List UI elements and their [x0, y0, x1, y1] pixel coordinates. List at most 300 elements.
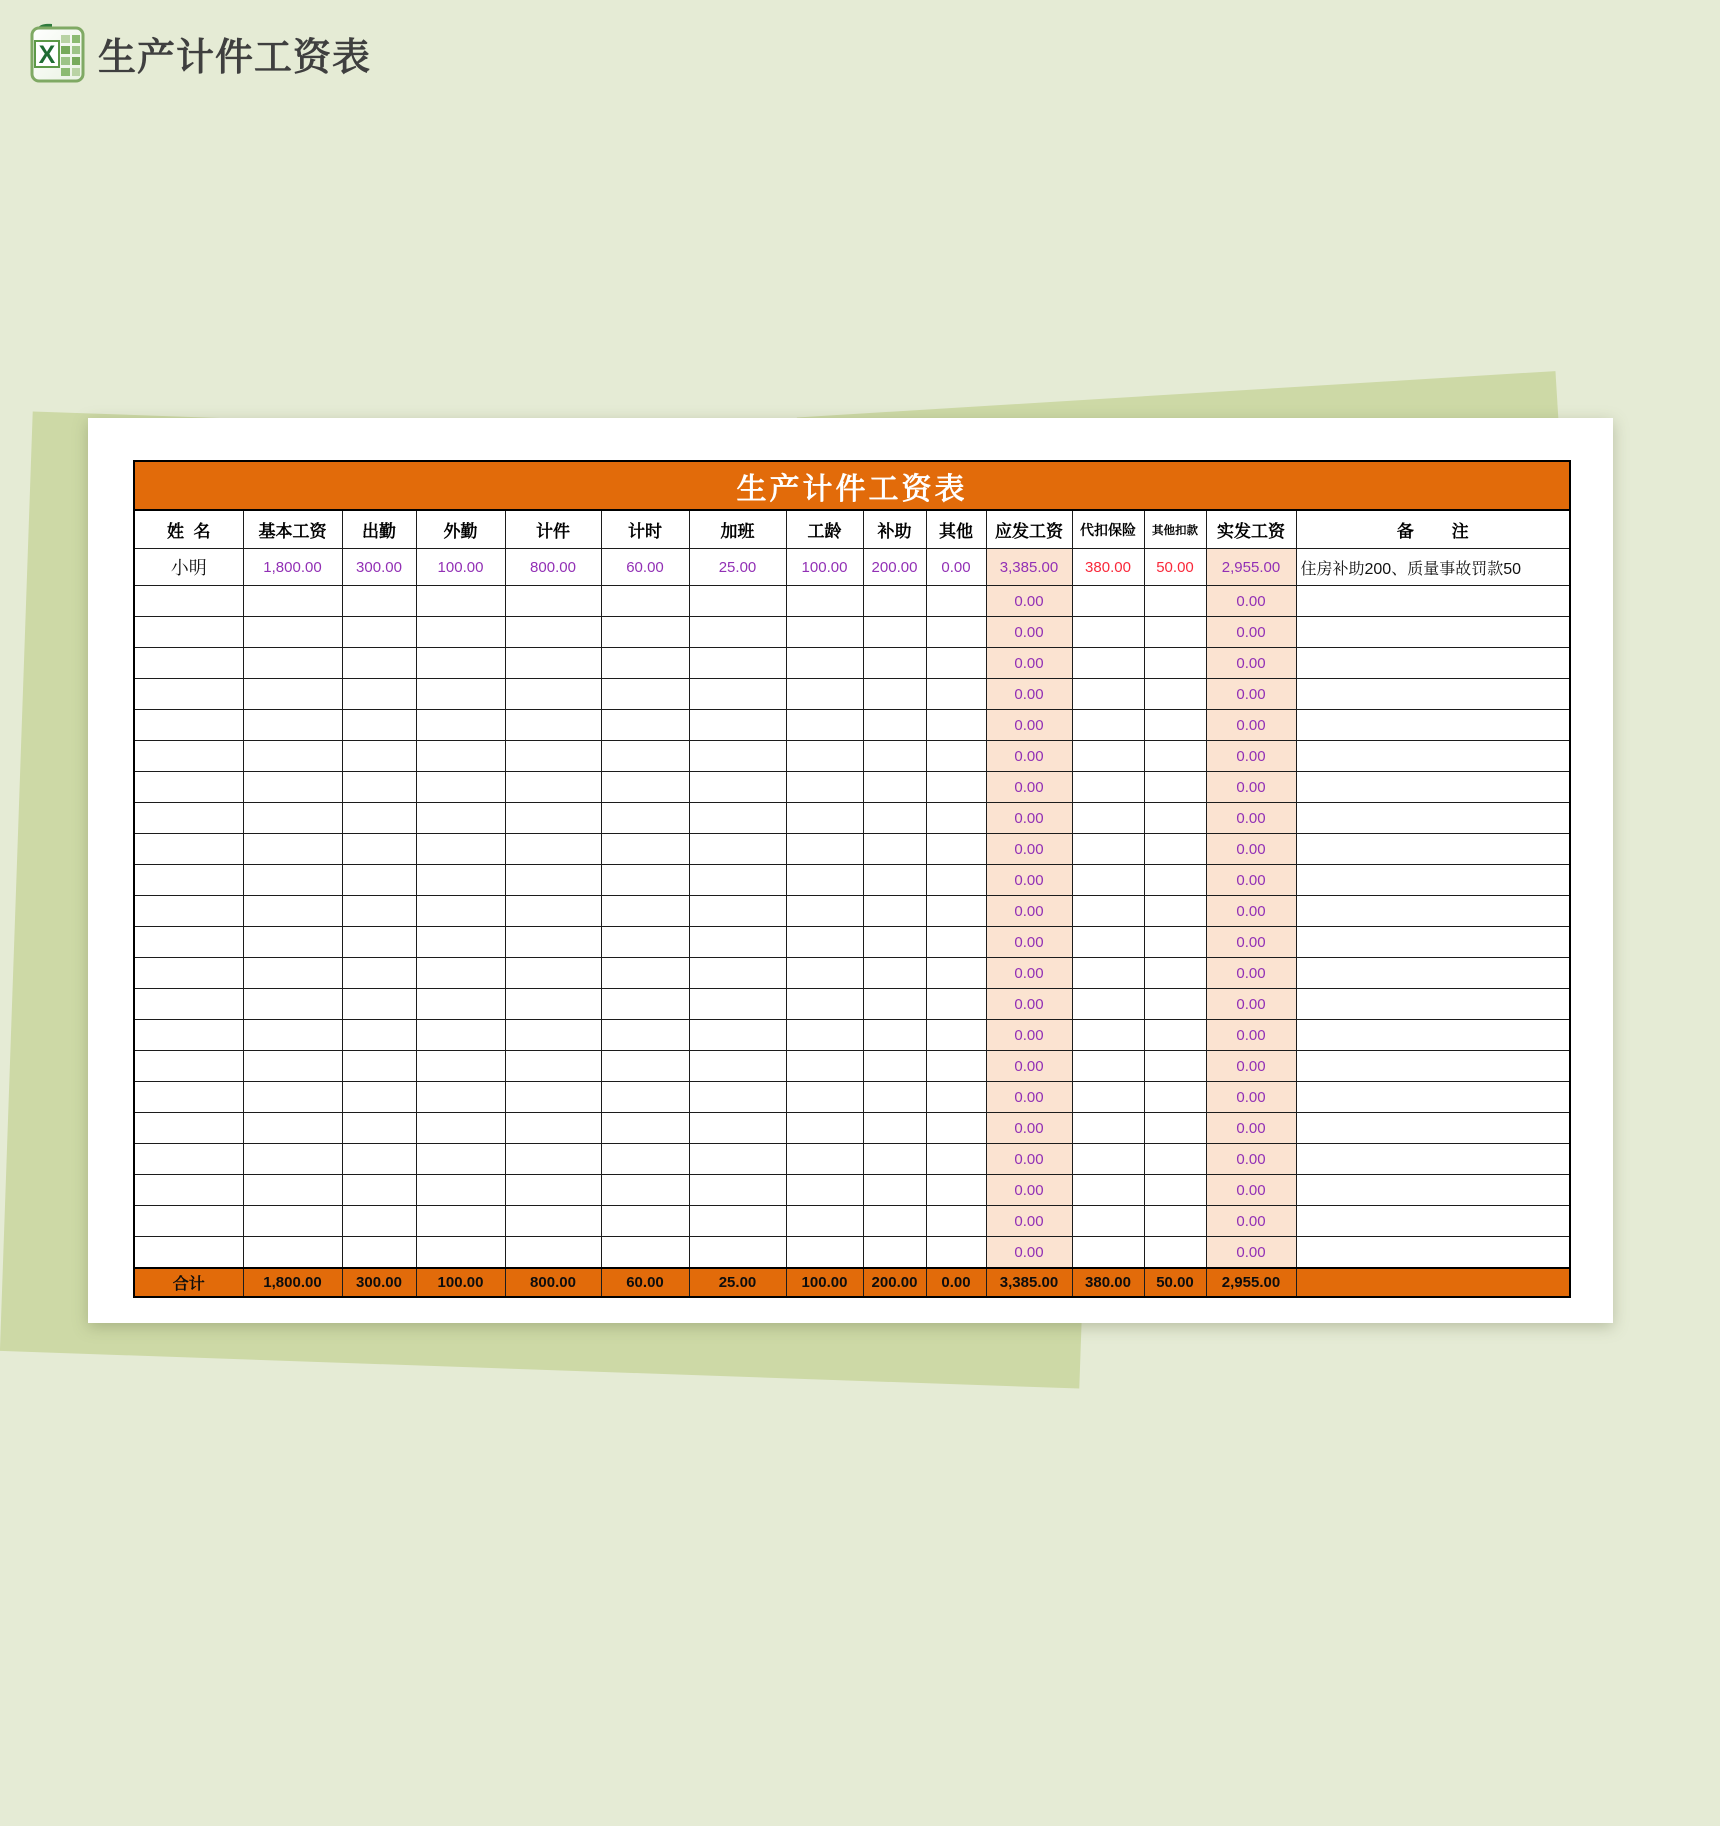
- empty-cell: [505, 1082, 601, 1113]
- total-cell-c10: 0.00: [926, 1268, 986, 1297]
- empty-cell: [926, 648, 986, 679]
- empty-cell: [786, 741, 863, 772]
- empty-cell: [1072, 896, 1144, 927]
- empty-cell: [134, 834, 243, 865]
- empty-cell: [689, 927, 786, 958]
- empty-row: [134, 1020, 1570, 1051]
- empty-cell: [416, 1113, 505, 1144]
- empty-cell: [689, 989, 786, 1020]
- table-header-row: [134, 510, 1570, 549]
- empty-cell: [342, 1113, 416, 1144]
- empty-cell: [134, 803, 243, 834]
- cell-r1-c13: 50.00: [1144, 549, 1206, 586]
- empty-cell: [342, 989, 416, 1020]
- empty-cell: [1072, 834, 1144, 865]
- empty-cell: [505, 1144, 601, 1175]
- empty-row: [134, 803, 1570, 834]
- page-header: [28, 22, 371, 84]
- empty-cell: [134, 648, 243, 679]
- empty-cell: [243, 958, 342, 989]
- empty-cell: [505, 741, 601, 772]
- empty-cell: [243, 1144, 342, 1175]
- empty-cell: [243, 617, 342, 648]
- empty-cell: [601, 834, 689, 865]
- empty-cell: [1296, 865, 1570, 896]
- empty-row: [134, 617, 1570, 648]
- empty-cell: [342, 679, 416, 710]
- empty-row: [134, 865, 1570, 896]
- empty-row: [134, 586, 1570, 617]
- empty-row: [134, 927, 1570, 958]
- empty-cell: [926, 1082, 986, 1113]
- empty-payable-cell: 0.00: [986, 1144, 1072, 1175]
- empty-cell: [416, 1144, 505, 1175]
- empty-cell: [689, 617, 786, 648]
- empty-cell: [926, 1020, 986, 1051]
- empty-payable-cell: 0.00: [986, 989, 1072, 1020]
- empty-cell: [689, 1113, 786, 1144]
- empty-cell: [926, 834, 986, 865]
- empty-cell: [1072, 1113, 1144, 1144]
- empty-cell: [342, 865, 416, 896]
- empty-cell: [342, 772, 416, 803]
- empty-cell: [926, 958, 986, 989]
- empty-cell: [1072, 1175, 1144, 1206]
- empty-cell: [926, 803, 986, 834]
- empty-net-cell: 0.00: [1206, 1175, 1296, 1206]
- empty-payable-cell: 0.00: [986, 741, 1072, 772]
- total-cell-c4: 100.00: [416, 1268, 505, 1297]
- empty-cell: [134, 927, 243, 958]
- empty-cell: [926, 865, 986, 896]
- empty-cell: [689, 648, 786, 679]
- empty-cell: [416, 617, 505, 648]
- empty-cell: [863, 927, 926, 958]
- empty-cell: [134, 679, 243, 710]
- empty-cell: [601, 927, 689, 958]
- empty-cell: [926, 1144, 986, 1175]
- empty-cell: [786, 896, 863, 927]
- empty-cell: [863, 741, 926, 772]
- empty-cell: [601, 1206, 689, 1237]
- empty-cell: [1072, 1237, 1144, 1269]
- empty-cell: [1296, 679, 1570, 710]
- empty-cell: [416, 1175, 505, 1206]
- empty-cell: [1072, 617, 1144, 648]
- empty-cell: [505, 865, 601, 896]
- empty-cell: [863, 1206, 926, 1237]
- empty-cell: [1296, 989, 1570, 1020]
- empty-net-cell: 0.00: [1206, 679, 1296, 710]
- empty-cell: [1144, 896, 1206, 927]
- empty-cell: [342, 958, 416, 989]
- empty-cell: [1296, 896, 1570, 927]
- empty-cell: [601, 617, 689, 648]
- empty-payable-cell: 0.00: [986, 803, 1072, 834]
- empty-cell: [1072, 1020, 1144, 1051]
- empty-cell: [926, 710, 986, 741]
- empty-cell: [1144, 1175, 1206, 1206]
- empty-cell: [134, 741, 243, 772]
- empty-cell: [863, 617, 926, 648]
- empty-cell: [1296, 710, 1570, 741]
- empty-row: [134, 1082, 1570, 1113]
- empty-cell: [243, 927, 342, 958]
- empty-cell: [786, 927, 863, 958]
- empty-cell: [926, 1237, 986, 1269]
- empty-cell: [786, 648, 863, 679]
- total-row: [134, 1268, 1570, 1297]
- empty-cell: [505, 896, 601, 927]
- empty-cell: [243, 741, 342, 772]
- empty-cell: [1144, 648, 1206, 679]
- empty-cell: [416, 1020, 505, 1051]
- total-cell-c13: 50.00: [1144, 1268, 1206, 1297]
- total-cell-c12: 380.00: [1072, 1268, 1144, 1297]
- column-header-1: 姓 名: [134, 510, 243, 549]
- empty-cell: [416, 865, 505, 896]
- empty-net-cell: 0.00: [1206, 865, 1296, 896]
- empty-cell: [243, 865, 342, 896]
- empty-cell: [416, 586, 505, 617]
- cell-r1-c12: 380.00: [1072, 549, 1144, 586]
- empty-cell: [1144, 1237, 1206, 1269]
- cell-r1-c6: 60.00: [601, 549, 689, 586]
- empty-cell: [1144, 586, 1206, 617]
- empty-cell: [342, 896, 416, 927]
- empty-cell: [416, 1051, 505, 1082]
- empty-cell: [601, 1113, 689, 1144]
- empty-cell: [134, 1051, 243, 1082]
- empty-cell: [416, 958, 505, 989]
- empty-cell: [243, 772, 342, 803]
- empty-cell: [1072, 958, 1144, 989]
- empty-cell: [243, 989, 342, 1020]
- empty-cell: [786, 803, 863, 834]
- empty-cell: [505, 834, 601, 865]
- empty-cell: [926, 772, 986, 803]
- empty-cell: [863, 1082, 926, 1113]
- empty-cell: [926, 1175, 986, 1206]
- empty-payable-cell: 0.00: [986, 772, 1072, 803]
- empty-cell: [863, 989, 926, 1020]
- empty-cell: [134, 710, 243, 741]
- empty-row: [134, 648, 1570, 679]
- empty-cell: [134, 1082, 243, 1113]
- empty-cell: [416, 803, 505, 834]
- empty-row: [134, 834, 1570, 865]
- empty-cell: [243, 710, 342, 741]
- empty-cell: [1144, 741, 1206, 772]
- column-header-14: 实发工资: [1206, 510, 1296, 549]
- paper: [88, 418, 1613, 1323]
- empty-net-cell: 0.00: [1206, 958, 1296, 989]
- empty-cell: [416, 1237, 505, 1269]
- empty-cell: [689, 741, 786, 772]
- empty-cell: [416, 989, 505, 1020]
- empty-cell: [1296, 1082, 1570, 1113]
- empty-payable-cell: 0.00: [986, 927, 1072, 958]
- empty-cell: [863, 865, 926, 896]
- empty-payable-cell: 0.00: [986, 679, 1072, 710]
- total-cell-c8: 100.00: [786, 1268, 863, 1297]
- empty-cell: [786, 1020, 863, 1051]
- total-cell-c9: 200.00: [863, 1268, 926, 1297]
- empty-cell: [1296, 803, 1570, 834]
- empty-cell: [863, 679, 926, 710]
- column-header-13: 其他扣款: [1144, 510, 1206, 549]
- empty-cell: [134, 586, 243, 617]
- empty-row: [134, 1206, 1570, 1237]
- empty-cell: [926, 1206, 986, 1237]
- empty-payable-cell: 0.00: [986, 958, 1072, 989]
- empty-payable-cell: 0.00: [986, 1237, 1072, 1269]
- empty-row: [134, 1175, 1570, 1206]
- empty-cell: [505, 617, 601, 648]
- empty-net-cell: 0.00: [1206, 927, 1296, 958]
- empty-cell: [863, 710, 926, 741]
- empty-cell: [863, 834, 926, 865]
- empty-cell: [342, 1206, 416, 1237]
- empty-cell: [505, 1175, 601, 1206]
- empty-cell: [243, 896, 342, 927]
- empty-cell: [1144, 865, 1206, 896]
- empty-cell: [689, 896, 786, 927]
- empty-cell: [134, 1113, 243, 1144]
- empty-cell: [1144, 927, 1206, 958]
- empty-cell: [243, 803, 342, 834]
- empty-cell: [342, 648, 416, 679]
- empty-cell: [863, 1237, 926, 1269]
- empty-cell: [505, 1020, 601, 1051]
- empty-cell: [505, 1113, 601, 1144]
- empty-payable-cell: 0.00: [986, 1206, 1072, 1237]
- empty-net-cell: 0.00: [1206, 586, 1296, 617]
- cell-r1-c14: 2,955.00: [1206, 549, 1296, 586]
- empty-cell: [134, 958, 243, 989]
- empty-row: [134, 989, 1570, 1020]
- empty-cell: [689, 865, 786, 896]
- empty-payable-cell: 0.00: [986, 1051, 1072, 1082]
- empty-net-cell: 0.00: [1206, 1144, 1296, 1175]
- empty-cell: [689, 772, 786, 803]
- total-cell-c7: 25.00: [689, 1268, 786, 1297]
- empty-cell: [342, 617, 416, 648]
- empty-cell: [134, 1206, 243, 1237]
- empty-cell: [601, 648, 689, 679]
- empty-payable-cell: 0.00: [986, 834, 1072, 865]
- empty-cell: [786, 865, 863, 896]
- empty-cell: [1296, 1144, 1570, 1175]
- empty-cell: [926, 741, 986, 772]
- empty-cell: [786, 1175, 863, 1206]
- column-header-7: 加班: [689, 510, 786, 549]
- empty-cell: [416, 679, 505, 710]
- empty-cell: [505, 1206, 601, 1237]
- empty-cell: [786, 989, 863, 1020]
- empty-cell: [1144, 1082, 1206, 1113]
- empty-cell: [786, 1237, 863, 1269]
- empty-cell: [1144, 710, 1206, 741]
- empty-cell: [1296, 741, 1570, 772]
- empty-cell: [1144, 958, 1206, 989]
- empty-cell: [601, 989, 689, 1020]
- empty-cell: [1296, 958, 1570, 989]
- cell-r1-c9: 200.00: [863, 549, 926, 586]
- cell-r1-c4: 100.00: [416, 549, 505, 586]
- cell-r1-c7: 25.00: [689, 549, 786, 586]
- empty-payable-cell: 0.00: [986, 648, 1072, 679]
- empty-cell: [134, 772, 243, 803]
- cell-r1-c11: 3,385.00: [986, 549, 1072, 586]
- empty-cell: [863, 586, 926, 617]
- empty-cell: [416, 1206, 505, 1237]
- empty-cell: [689, 1082, 786, 1113]
- empty-cell: [689, 586, 786, 617]
- empty-cell: [1072, 803, 1144, 834]
- empty-cell: [342, 1237, 416, 1269]
- empty-cell: [1144, 989, 1206, 1020]
- empty-cell: [342, 710, 416, 741]
- empty-cell: [786, 679, 863, 710]
- empty-cell: [601, 772, 689, 803]
- empty-cell: [416, 1082, 505, 1113]
- empty-payable-cell: 0.00: [986, 617, 1072, 648]
- excel-icon: [28, 22, 86, 84]
- empty-cell: [601, 1051, 689, 1082]
- total-cell-c6: 60.00: [601, 1268, 689, 1297]
- empty-payable-cell: 0.00: [986, 865, 1072, 896]
- total-cell-c5: 800.00: [505, 1268, 601, 1297]
- empty-cell: [342, 741, 416, 772]
- empty-net-cell: 0.00: [1206, 1206, 1296, 1237]
- empty-cell: [416, 648, 505, 679]
- empty-cell: [926, 679, 986, 710]
- empty-cell: [601, 803, 689, 834]
- empty-cell: [863, 1175, 926, 1206]
- empty-cell: [342, 1082, 416, 1113]
- column-header-2: 基本工资: [243, 510, 342, 549]
- empty-net-cell: 0.00: [1206, 803, 1296, 834]
- empty-net-cell: 0.00: [1206, 896, 1296, 927]
- empty-cell: [601, 1175, 689, 1206]
- empty-cell: [926, 989, 986, 1020]
- empty-payable-cell: 0.00: [986, 586, 1072, 617]
- empty-cell: [134, 896, 243, 927]
- empty-cell: [1296, 927, 1570, 958]
- empty-net-cell: 0.00: [1206, 741, 1296, 772]
- empty-cell: [243, 1051, 342, 1082]
- empty-cell: [1296, 1206, 1570, 1237]
- cell-r1-c5: 800.00: [505, 549, 601, 586]
- empty-cell: [1072, 679, 1144, 710]
- empty-cell: [1296, 1237, 1570, 1269]
- empty-cell: [1072, 1144, 1144, 1175]
- empty-cell: [134, 1237, 243, 1269]
- empty-cell: [1144, 679, 1206, 710]
- empty-cell: [1144, 772, 1206, 803]
- empty-cell: [243, 1206, 342, 1237]
- empty-cell: [416, 834, 505, 865]
- empty-cell: [1144, 617, 1206, 648]
- empty-cell: [1144, 1113, 1206, 1144]
- empty-cell: [786, 1082, 863, 1113]
- empty-cell: [863, 772, 926, 803]
- empty-cell: [134, 1144, 243, 1175]
- column-header-4: 外勤: [416, 510, 505, 549]
- empty-cell: [863, 803, 926, 834]
- column-header-15: 备 注: [1296, 510, 1570, 549]
- empty-cell: [786, 958, 863, 989]
- column-header-10: 其他: [926, 510, 986, 549]
- empty-row: [134, 958, 1570, 989]
- empty-cell: [342, 586, 416, 617]
- empty-cell: [505, 1051, 601, 1082]
- empty-cell: [1296, 1051, 1570, 1082]
- empty-cell: [1072, 586, 1144, 617]
- empty-cell: [926, 896, 986, 927]
- empty-row: [134, 1051, 1570, 1082]
- total-cell-c1: 合计: [134, 1268, 243, 1297]
- empty-cell: [1072, 772, 1144, 803]
- table-title-row: [134, 461, 1570, 510]
- empty-cell: [601, 1082, 689, 1113]
- empty-cell: [243, 1113, 342, 1144]
- empty-net-cell: 0.00: [1206, 1082, 1296, 1113]
- empty-cell: [689, 1051, 786, 1082]
- empty-cell: [1296, 834, 1570, 865]
- employee-row: [134, 549, 1570, 586]
- empty-cell: [243, 1020, 342, 1051]
- empty-cell: [786, 586, 863, 617]
- empty-payable-cell: 0.00: [986, 1113, 1072, 1144]
- empty-cell: [689, 1020, 786, 1051]
- page-title: 生产计件工资表: [98, 36, 372, 79]
- empty-cell: [505, 803, 601, 834]
- empty-row: [134, 1237, 1570, 1269]
- column-header-3: 出勤: [342, 510, 416, 549]
- empty-cell: [689, 1144, 786, 1175]
- empty-cell: [926, 1113, 986, 1144]
- empty-cell: [134, 1020, 243, 1051]
- empty-net-cell: 0.00: [1206, 617, 1296, 648]
- empty-net-cell: 0.00: [1206, 834, 1296, 865]
- empty-cell: [689, 679, 786, 710]
- wage-table: [133, 460, 1571, 1298]
- column-header-8: 工龄: [786, 510, 863, 549]
- empty-cell: [1296, 772, 1570, 803]
- empty-net-cell: 0.00: [1206, 1020, 1296, 1051]
- total-cell-c3: 300.00: [342, 1268, 416, 1297]
- empty-payable-cell: 0.00: [986, 1175, 1072, 1206]
- cell-r1-c10: 0.00: [926, 549, 986, 586]
- empty-cell: [926, 927, 986, 958]
- empty-cell: [689, 1206, 786, 1237]
- empty-cell: [786, 617, 863, 648]
- empty-cell: [1072, 927, 1144, 958]
- empty-row: [134, 679, 1570, 710]
- empty-cell: [689, 958, 786, 989]
- empty-cell: [601, 865, 689, 896]
- empty-cell: [243, 1082, 342, 1113]
- column-header-5: 计件: [505, 510, 601, 549]
- empty-cell: [416, 741, 505, 772]
- empty-cell: [1072, 1051, 1144, 1082]
- empty-cell: [1296, 1113, 1570, 1144]
- empty-cell: [863, 896, 926, 927]
- empty-cell: [1144, 803, 1206, 834]
- empty-cell: [786, 710, 863, 741]
